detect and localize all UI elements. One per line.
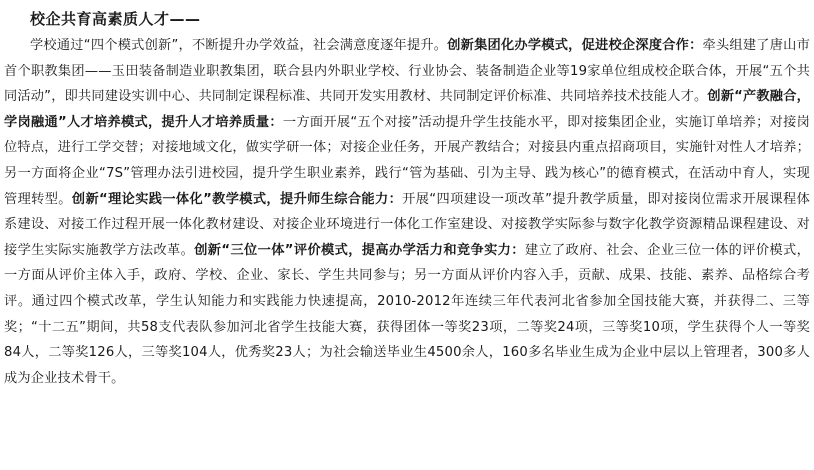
text-segment: 牵头组建了唐山市首个职教集团——玉田装备制造业职教集团，联合县内外职业学校、行业协会、装备制造企业等19家单位组成校企联合体，开展“五个共同活动”，即共同建设实训中心、共同制定课程标准、共同开发实用教材、共同制定评价标准、共同培养技术技能人才。: [4, 38, 810, 105]
bold-heading-collective-education: 创新集团化办学模式，促进校企深度合作：: [447, 38, 703, 53]
text-segment: 建立了政府、社会、企业三位一体的评价模式，一方面从评价主体入手，政府、学校、企业、家长、学生共同参与；另一方面从评价内容入手，贡献、成果、技能、素养、品格综合考评。通过四个模式改革，学生认知能力和实践能力快速提高，2010-2012年连续三年代表河北省参加全国技能大赛，并获得二、三等奖；“十二五”期间，共58支代表队参加河北省学生技能大赛，获得团体一等奖23项，二等奖24项，三等奖10项，学生获得个人一等奖84人，二等奖126人，三等奖104人，优秀奖23人；为社会输送毕业生4500余人，160多名毕业生成为企业中层以上管理者，300多人成为企业技术骨干。: [4, 242, 810, 386]
section-title: 校企共育高素质人才——: [30, 10, 201, 28]
main-paragraph: [4, 33, 810, 391]
text-segment: 一方面开展“五个对接”活动提升学生技能水平，即对接集团企业，实施订单培养；对接岗位特点，进行工学交替；对接地域文化，做实学研一体；对接企业任务，开展产教结合；对接县内重点招商项目，实施针对性人才培养；另一方面将企业“7S”管理办法引进校园，提升学生职业素养，践行“管为基础、引为主导、践为核心”的德育模式，在活动中育人，实现管理转型。: [4, 114, 810, 207]
text-segment: 开展“四项建设一项改革”提升教学质量，即对接岗位需求开展课程体系建设、对接工作过程开展一体化教材建设、对接企业环境进行一体化工作室建设、对接教学实际参与数字化教学资源精品课程建设、对接学生实际实施教学方法改革。: [4, 191, 811, 258]
article-body: [4, 8, 810, 391]
bold-heading-evaluation-model: 创新“三位一体”评价模式，提高办学活力和竞争实力：: [194, 242, 525, 258]
bold-heading-theory-practice: 创新“理论实践一体化”教学模式，提升师生综合能力：: [71, 191, 403, 207]
text-segment: 学校通过“四个模式创新”，不断提升办学效益，社会满意度逐年提升。: [30, 38, 448, 53]
bold-heading-integration-model: 创新“产教融合，学岗融通”人才培养模式，提升人才培养质量：: [4, 89, 810, 130]
